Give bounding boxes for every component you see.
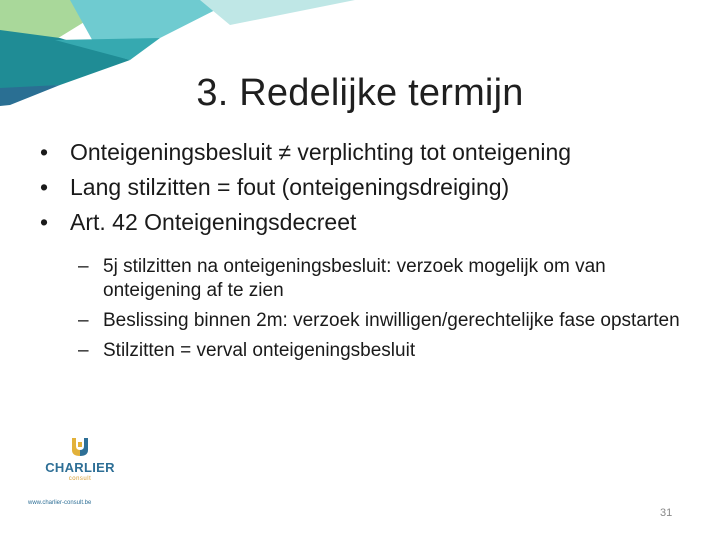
sub-bullet-text: 5j stilzitten na onteigeningsbesluit: verzoek mogelijk om van onteigening af te zien [103, 256, 606, 301]
logo-subtitle: consult [68, 476, 92, 482]
logo-url: www.charlier-consult.be [28, 500, 92, 506]
bullet-item [40, 173, 690, 202]
bullet-marker: • [40, 139, 49, 165]
sub-bullet-marker: – [78, 340, 89, 361]
logo-mark-icon [28, 436, 138, 462]
bullet-item [40, 138, 690, 167]
bullet-list [40, 138, 690, 369]
logo-name: CHARLIER [45, 460, 115, 475]
sub-bullet-list [78, 255, 690, 363]
sub-bullet-marker: – [78, 310, 89, 331]
bullet-text: Onteigeningsbesluit ≠ verplichting tot onteigening [70, 139, 572, 165]
slide-title: 3. Redelijke termijn [196, 72, 524, 114]
sub-bullet-item [78, 309, 690, 333]
sub-bullet-text: Beslissing binnen 2m: verzoek inwilligen/gerechtelijke fase opstarten [103, 310, 680, 331]
bullet-marker: • [40, 209, 49, 235]
sub-bullet-marker: – [78, 256, 89, 277]
bullet-marker: • [40, 174, 49, 200]
bullet-text: Art. 42 Onteigeningsdecreet [70, 209, 357, 235]
bullet-item [40, 208, 690, 237]
deco-shape-teal-pale [200, 0, 355, 25]
sub-bullet-item [78, 255, 690, 303]
bullet-text: Lang stilzitten = fout (onteigeningsdreiging) [70, 174, 510, 200]
sub-bullet-text: Stilzitten = verval onteigeningsbesluit [103, 340, 416, 361]
page-number: 31 [660, 507, 673, 519]
company-logo [28, 436, 138, 516]
sub-bullet-item [78, 339, 690, 363]
